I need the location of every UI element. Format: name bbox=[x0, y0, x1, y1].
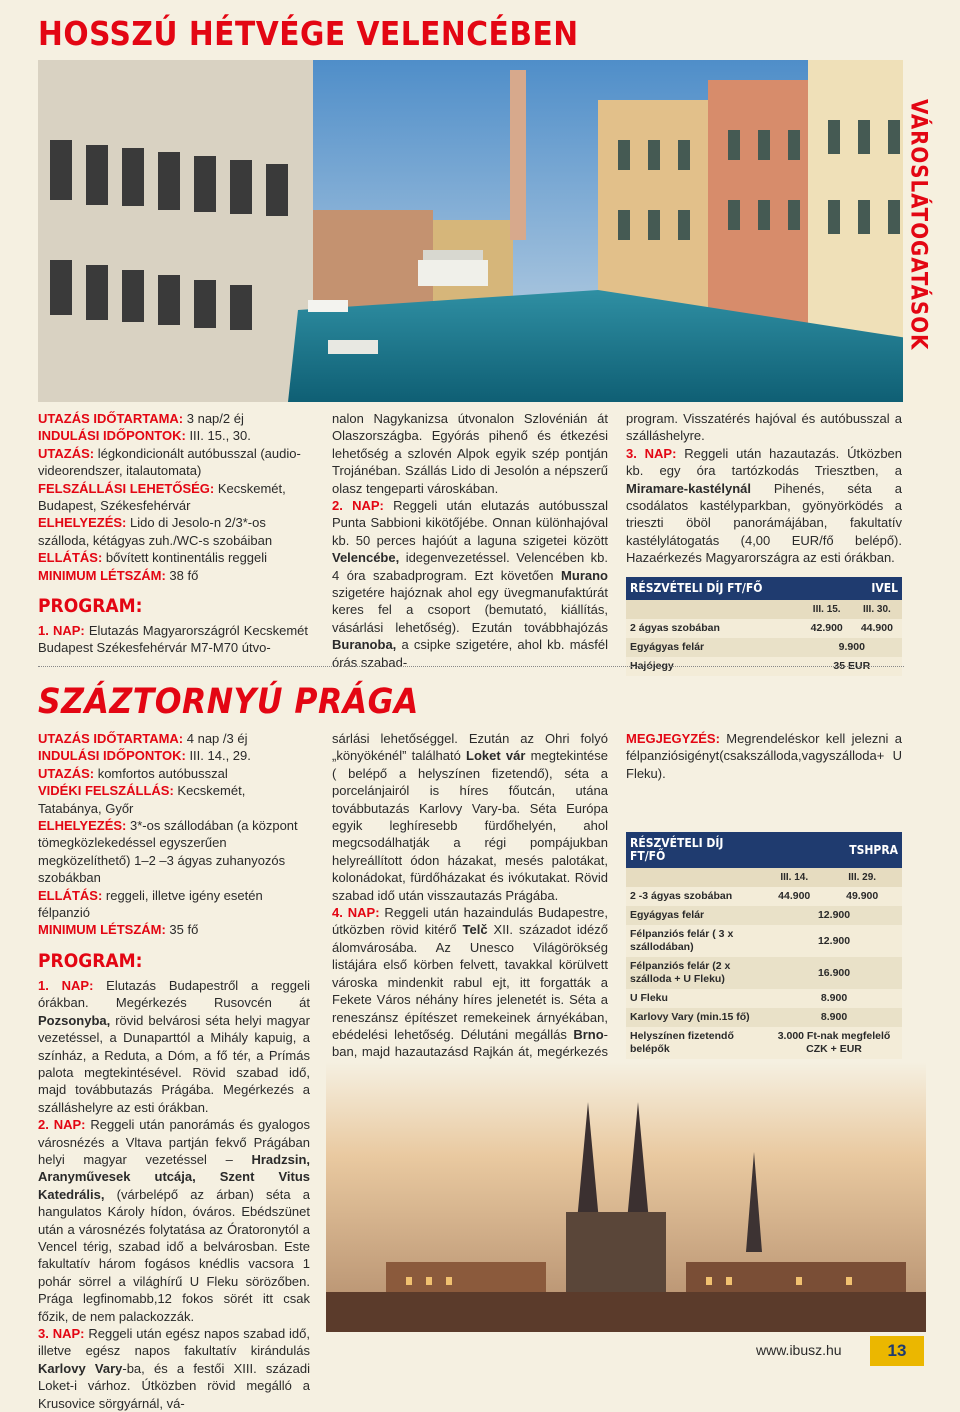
table-row: 2 ágyas szobában 42.900 44.900 bbox=[626, 619, 902, 638]
venice-price-code: IVEL bbox=[852, 577, 902, 600]
venice-program-title: PROGRAM: bbox=[38, 595, 143, 618]
venice-price-table: RÉSZVÉTELI DÍJ FT/FŐ IVEL III. 15. III. 30. 2 ágyas szobában 42.900 44.900 Egyágyas felár 9.900 Hajójegy 35 EUR bbox=[626, 577, 902, 676]
prague-price-title: RÉSZVÉTELI DÍJ FT/FŐ bbox=[626, 832, 766, 868]
table-row: Karlovy Vary (min.15 fő) 8.900 bbox=[626, 1008, 902, 1027]
section-divider bbox=[38, 666, 904, 667]
prague-program-title: PROGRAM: bbox=[38, 949, 143, 972]
prague-skyline-photo bbox=[326, 1062, 926, 1332]
prague-note: MEGJEGYZÉS: Megrendeléskor kell jelezni a félpanziósigényt(csakszálloda,vagyszálloda+ U Fleku). bbox=[626, 731, 902, 781]
table-row: Hajójegy 35 EUR bbox=[626, 657, 902, 676]
table-row: U Fleku 8.900 bbox=[626, 989, 902, 1008]
prague-price-table: RÉSZVÉTELI DÍJ FT/FŐ TSHPRA III. 14. III. 29. 2 -3 ágyas szobában 44.900 49.900 Egyágyas felár 12.900 Félpanziós felár ( 3 x szállodában) 12.900 Félpanziós felár (2 x szálloda + U Fleku) 16.900 U Fleku 8.900 Karlovy Vary (min.15 fő) 8.900 Helyszínen fizetendő belépők 3.000 Ft-nak megfelelő CZK + EUR bbox=[626, 832, 902, 1059]
prague-title: SZÁZTORNYÚ PRÁGA bbox=[38, 682, 419, 722]
footer-url[interactable]: www.ibusz.hu bbox=[756, 1342, 842, 1358]
prague-price-code: TSHPRA bbox=[822, 832, 902, 868]
venice-column-2: nalon Nagykanizsa útvonalon Szlovénián át Olaszországba. Egyórás pihenő és étkezési lehetőség a szlovén Alpok egyik szép pontján Trojánéban. Szállás Lido di Jesolón a népszerű olasz tengeparti városkában. 2. NAP: Reggeli után elutazás autóbusszal Punta Sabbioni kikötőjébe. Onnan különhajóval kb. 50 perces hajóút a laguna szigetei között Velencébe, idegenvezetéssel. Velencében kb. 4 óra szabadprogram. Ezt követően Murano szigetére hajóznak ahol egy üvegmanufaktúrát keres fel a csoport (bemutató, kiállítás, vásárlási lehetőség). Ezután továbbhajózás Buranoba, a csipke szigetére, ahol kb. másfél órás szabad- bbox=[332, 411, 608, 670]
venice-title: HOSSZÚ HÉTVÉGE VELENCÉBEN bbox=[38, 14, 579, 53]
page-number: 13 bbox=[870, 1336, 924, 1366]
table-row: Félpanziós felár (2 x szálloda + U Fleku) 16.900 bbox=[626, 957, 902, 989]
venice-day1-start: 1. NAP: Elutazás Magyarországról Kecskemét Budapest Székesfehérvár M7-M70 útvo- bbox=[38, 623, 308, 656]
prague-column-2: sárlási lehetőséggel. Ezután az Ohri folyó „könyökénél” található Loket vár megtekintése ( belépő a helyszínen fizetendő), séta a porcelánjairól is híres főutcán, utána továbbutazás Karlovy Vary-ba. Séta Európa egyik leghíresebb fürdőhelyén, ahol megcsodálhatják a régi pompájukban helyreállított ódon házakat, mesés palotákat, kolonádokat, fürdőházakat és ivókutakat. Rövid szabad idő után visszautazás Prágába. 4. NAP: Reggeli után hazaindulás Budapestre, útközben rövid kitérő Telč XII. századot idéző álomvárosába. Az Unesco Világörökség listájára első körben felvett, tavakkal körülvett városka mindenkit rabul ejt, itt forgatták a Fekete Város néhány híres jelenetét is. Séta a reneszánsz építészet remekeinek árnyékában, ebédelési lehetőség. Délutáni megállás Brno-ban, majd hazautazásd Rajkán át, megérkezés bbox=[332, 731, 609, 1060]
venice-info-column: UTAZÁS IDŐTARTAMA: 3 nap/2 éj INDULÁSI IDŐPONTOK: III. 15., 30. UTAZÁS: légkondicionált autóbusszal (audio-videorendszer, italautomata) FELSZÁLLÁSI LEHETŐSÉG: Kecskemét, Budapest, Székesfehérvár ELHELYEZÉS: Lido di Jesolo-n 2/3*-os szálloda, kétágyas zuh./WC-s szobáiban ELLÁTÁS: bővített kontinentális reggeli MINIMUM LÉTSZÁM: 38 fő PROGRAM: bbox=[38, 410, 308, 622]
table-row: Félpanziós felár ( 3 x szállodában) 12.900 bbox=[626, 925, 902, 957]
table-row: Egyágyas felár 12.900 bbox=[626, 906, 902, 925]
prague-column-1: UTAZÁS IDŐTARTAMA: 4 nap /3 éj INDULÁSI IDŐPONTOK: III. 14., 29. UTAZÁS: komfortos autóbusszal VIDÉKI FELSZÁLLÁS: Kecskemét, Tatabánya, Győr ELHELYEZÉS: 3*-os szállodában (a központ tömegközlekedéssel egyszerűen megközelíthető) 1–2 –3 ágyas zuhanyozós szobákban ELLÁTÁS: reggeli, illetve igény esetén félpanzió MINIMUM LÉTSZÁM: 35 fő PROGRAM: 1. NAP: Elutazás Budapestről a reggeli órákban. Megérkezés Rusovcén át Pozsonyba, rövid belvárosi séta helyi magyar vezetéssel, a Dunaparttól a Mihály kapuig, a színház, a Reduta, a Dóm, a fő tér, a Prímás palota megtekintésével. Rövid szabad idő, majd továbbutazás Prágába. Megérkezés a szálláshelyre az esti órákban. 2. NAP: Reggeli után panorámás és gyalogos városnézés a Vltava partján fekvő Prágában helyi magyar vezetéssel – Hradzsin, Aranyművesek utcája, Szent Vitus Katedrális, (várbelépő az árban) séta a hangulatos Károly hídon, óváros. Ebédszünet után a városnézés folytatása az Óratoronytól a Vencel térig, szabad idő a belvárosban. Este fakultatív három fogásos knédlis vacsora 1 pohár sörrel a világhírű U Fleku sörözőben. Prága legfinomabb,12 fokos sörét itt csak főzik, de nem palackozzák. 3. NAP: Reggeli után egész napos szabad idő, illetve egész napos fakultatív kirándulás Karlovy Vary-ba, és a festői XIII. századi Loket-i várhoz. Útközben rövid megálló a Krusovice sörgyárnál, vá- bbox=[38, 731, 311, 1411]
venice-column-3: program. Visszatérés hajóval és autóbusszal a szálláshelyre. 3. NAP: Reggeli után hazautazás. Útközben kb. egy óra tartózkodás Triesztben, a Miramare-kastélynál Pihenés, séta a csodálatos kastélyparkban, gyönyörködés a trieszti öböl panorámájában, fakultatív kastélylátogatás (4,00 EUR/fő belépő). Hazaérkezés Magyarországra az esti órákban. RÉSZVÉTELI DÍJ FT/FŐ IVEL III. 15. III. 30. 2 ágyas szobában 42.900 44.900 Egyágyas felár 9.900 Hajójegy 35 EUR bbox=[626, 410, 902, 676]
table-row: Helyszínen fizetendő belépők 3.000 Ft-nak megfelelő CZK + EUR bbox=[626, 1027, 902, 1059]
venice-price-title: RÉSZVÉTELI DÍJ FT/FŐ bbox=[626, 577, 802, 600]
section-side-label: VÁROSLÁTOGATÁSOK bbox=[905, 99, 931, 351]
table-row: 2 -3 ágyas szobában 44.900 49.900 bbox=[626, 887, 902, 906]
table-row: Egyágyas felár 9.900 bbox=[626, 638, 902, 657]
prague-column-3 bbox=[626, 730, 902, 1059]
venice-canal-photo bbox=[38, 60, 920, 402]
